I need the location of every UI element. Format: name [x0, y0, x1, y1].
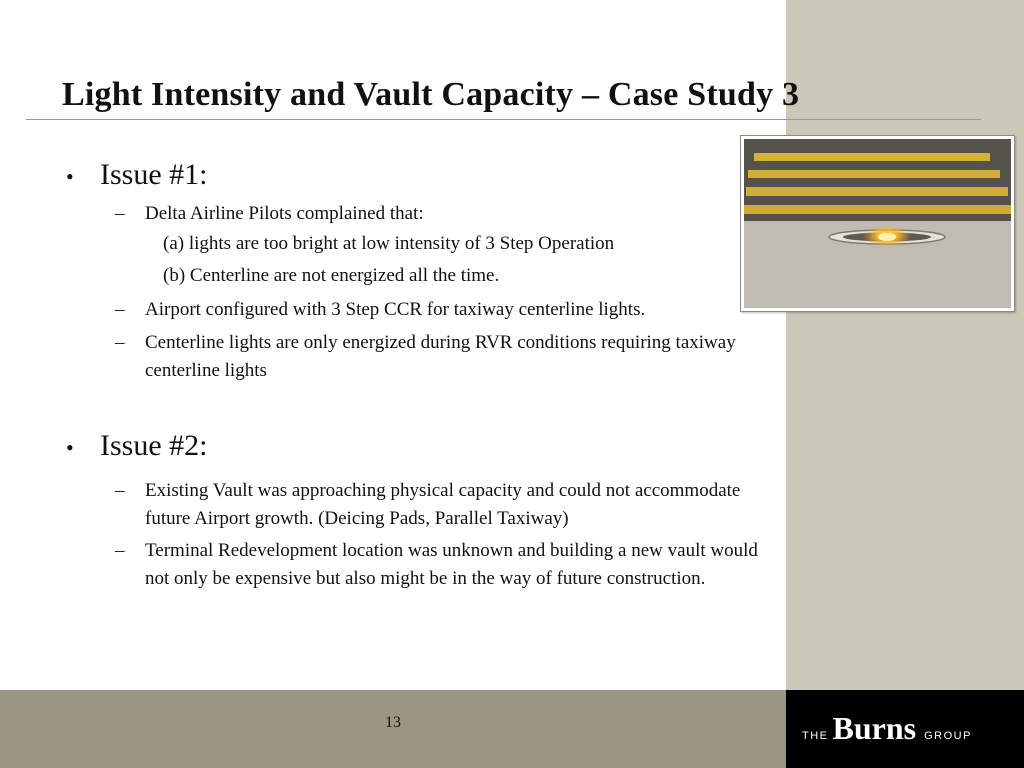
sub-list-item: (a) lights are too bright at low intensity of 3 Step Operation — [163, 233, 615, 254]
list-item — [115, 296, 786, 324]
side-panel — [786, 0, 1024, 690]
slide-body — [66, 152, 786, 593]
logo-suffix: GROUP — [924, 730, 972, 742]
bullet-icon: • — [66, 164, 74, 189]
list-item — [115, 537, 786, 593]
dash-icon: – — [115, 299, 125, 320]
list-item — [115, 200, 786, 228]
issue-2-label: Issue #2: — [100, 429, 208, 462]
logo-prefix: THE — [802, 730, 829, 742]
issue-2-heading — [66, 423, 786, 471]
list-item-text: Delta Airline Pilots complained that: — [145, 203, 424, 224]
issue-1-label: Issue #1: — [100, 158, 208, 191]
list-item — [115, 329, 786, 385]
logo-name: Burns — [832, 710, 917, 746]
footer-bar — [0, 690, 786, 768]
list-item — [115, 477, 786, 533]
issue-1-heading — [66, 152, 786, 200]
bullet-icon: • — [66, 435, 74, 460]
logo-box — [786, 690, 1024, 768]
page-number: 13 — [385, 714, 401, 731]
title-divider — [26, 119, 981, 120]
dash-icon: – — [115, 540, 125, 561]
list-item-text: Terminal Redevelopment location was unknown and building a new vault would not only be expensive but also might be in the way of future construction. — [145, 540, 758, 589]
dash-icon: – — [115, 332, 125, 353]
list-item-text: Existing Vault was approaching physical capacity and could not accommodate future Airport growth. (Deicing Pads, Parallel Taxiway) — [145, 480, 741, 529]
dash-icon: – — [115, 203, 125, 224]
slide-title: Light Intensity and Vault Capacity – Case Study 3 — [62, 76, 800, 113]
sub-list-item: (b) Centerline are not energized all the time. — [163, 265, 500, 286]
burns-group-logo — [802, 710, 972, 747]
dash-icon: – — [115, 480, 125, 501]
list-item-text: Centerline lights are only energized during RVR conditions requiring taxiway centerline lights — [145, 332, 736, 381]
list-item-text: Airport configured with 3 Step CCR for taxiway centerline lights. — [145, 299, 646, 320]
